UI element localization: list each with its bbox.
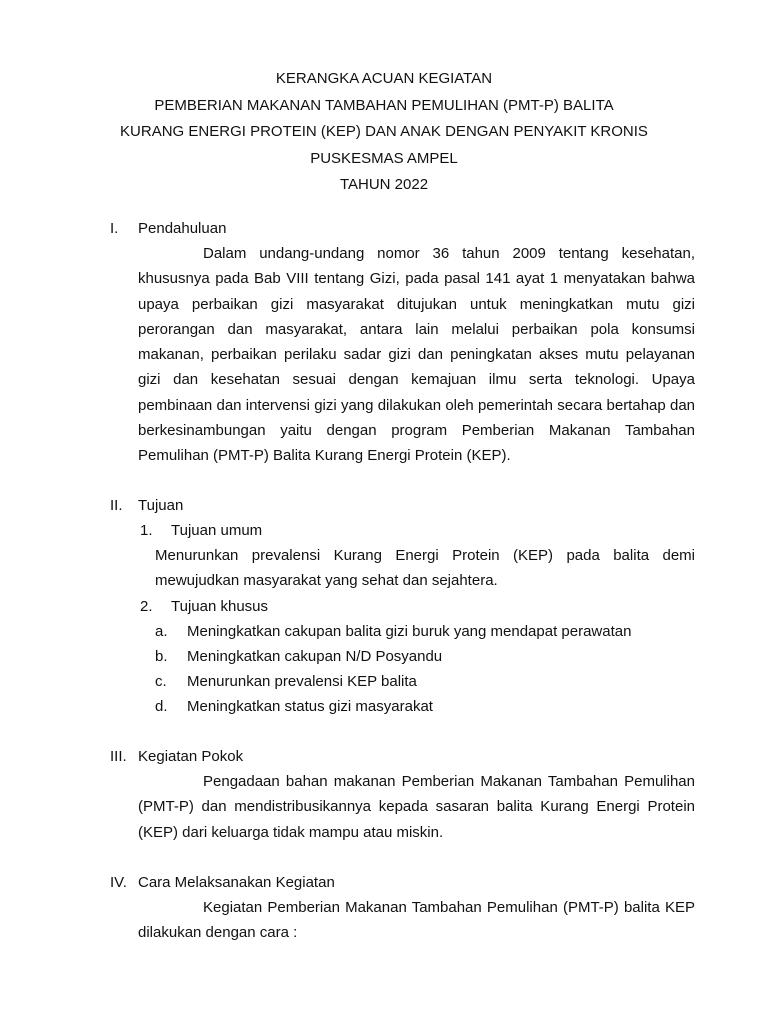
item-letter: d.	[155, 697, 168, 715]
item-number: 1.	[140, 522, 153, 539]
section-number: I.	[110, 220, 119, 237]
lettered-item	[155, 694, 695, 719]
item-text: Meningkatkan status gizi masyarakat	[187, 697, 433, 715]
numbered-item	[140, 594, 695, 619]
item-paragraph: Menurunkan prevalensi Kurang Energi Protein (KEP) pada balita demi mewujudkan masyarakat yang sehat dan sejahtera.	[155, 547, 695, 590]
section-cara-melaksanakan	[110, 870, 695, 946]
title-line-1: KERANGKA ACUAN KEGIATAN	[275, 70, 493, 87]
section-paragraph: Dalam undang-undang nomor 36 tahun 2009 tentang kesehatan, khususnya pada Bab VIII tentang Gizi, pada pasal 141 ayat 1 menyatakan bahwa upaya perbaikan gizi masyarakat ditujukan untuk meningkatkan mutu gizi perorangan dan masyarakat, antara lain melalui perbaikan pola konsumsi makanan, perbaikan perilaku sadar gizi dan peningkatan akses mutu pelayanan gizi dan kesehatan sesuai dengan kemajuan ilmu serta teknologi. Upaya pembinaan dan intervensi gizi yang dilakukan oleh pemerintah secara bertahap dan berkesinambungan yaitu dengan program Pemberian Makanan Tambahan Pemulihan (PMT-P) Balita Kurang Energi Protein (KEP).	[138, 245, 695, 465]
title-line-3: KURANG ENERGI PROTEIN (KEP) DAN ANAK DENGAN PENYAKIT KRONIS	[120, 123, 648, 140]
item-letter: a.	[155, 622, 168, 640]
section-kegiatan-pokok	[110, 744, 695, 845]
item-text: Meningkatkan cakupan balita gizi buruk yang mendapat perawatan	[187, 622, 632, 640]
section-paragraph: Pengadaan bahan makanan Pemberian Makanan Tambahan Pemulihan (PMT-P) dan mendistribusikannya kepada sasaran balita Kurang Energi Protein (KEP) dari keluarga tidak mampu atau miskin.	[138, 773, 695, 841]
section-title: Tujuan	[138, 497, 184, 514]
section-number: IV.	[110, 874, 127, 891]
item-letter: c.	[155, 672, 167, 690]
title-line-5: TAHUN 2022	[339, 176, 429, 193]
section-heading	[110, 870, 695, 895]
lettered-item	[155, 619, 695, 644]
item-letter: b.	[155, 647, 168, 665]
section-heading	[110, 493, 695, 518]
title-line-4: PUSKESMAS AMPEL	[310, 149, 458, 167]
title-line-2: PEMBERIAN MAKANAN TAMBAHAN PEMULIHAN (PMT-P) BALITA	[154, 96, 614, 114]
section-paragraph: Kegiatan Pemberian Makanan Tambahan Pemulihan (PMT-P) balita KEP dilakukan dengan cara :	[138, 899, 695, 942]
lettered-item	[155, 644, 695, 669]
section-title: Kegiatan Pokok	[138, 748, 244, 765]
item-title: Tujuan khusus	[171, 597, 269, 615]
item-number: 2.	[140, 597, 153, 615]
section-title: Pendahuluan	[138, 220, 227, 237]
document-title	[0, 66, 768, 199]
section-number: II.	[110, 497, 123, 514]
section-heading	[110, 216, 695, 241]
lettered-item	[155, 669, 695, 694]
section-heading	[110, 744, 695, 769]
numbered-item	[140, 518, 695, 543]
section-pendahuluan	[110, 216, 695, 469]
section-tujuan	[110, 493, 695, 719]
item-text: Menurunkan prevalensi KEP balita	[187, 672, 417, 690]
section-title: Cara Melaksanakan Kegiatan	[138, 874, 335, 891]
item-text: Meningkatkan cakupan N/D Posyandu	[187, 647, 443, 665]
section-number: III.	[110, 748, 127, 765]
item-title: Tujuan umum	[171, 522, 263, 539]
